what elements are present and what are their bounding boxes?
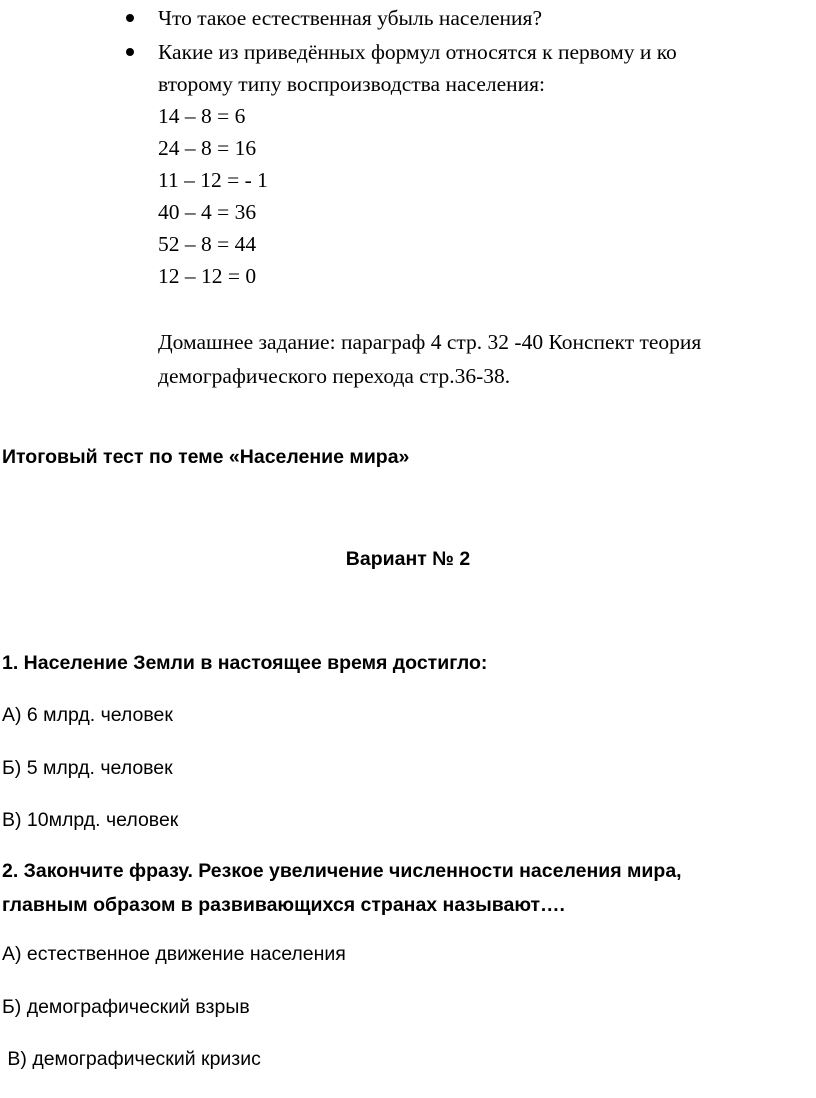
formula-line: 12 – 12 = 0 bbox=[158, 264, 257, 288]
question-2-line1: 2. Закончите фразу. Резкое увеличение численности населения мира, bbox=[2, 860, 682, 882]
list-item-text: Что такое естественная убыль населения? bbox=[158, 6, 542, 30]
answer-option: В) 10млрд. человек bbox=[2, 809, 179, 831]
formula-line: 11 – 12 = - 1 bbox=[158, 168, 268, 192]
answer-option: А) естественное движение населения bbox=[2, 943, 346, 965]
list-item-continuation: второму типу воспроизводства населения: bbox=[158, 72, 546, 96]
formula-line: 14 – 8 = 6 bbox=[158, 104, 246, 128]
formula-line: 52 – 8 = 44 bbox=[158, 232, 257, 256]
answer-option: А) 6 млрд. человек bbox=[2, 704, 173, 726]
list-item-text: Какие из приведённых формул относятся к первому и ко bbox=[158, 40, 677, 64]
answer-option: Б) 5 млрд. человек bbox=[2, 757, 173, 779]
homework-line: демографического перехода стр.36-38. bbox=[158, 364, 511, 388]
homework-line: Домашнее задание: параграф 4 стр. 32 -40 Конспект теория bbox=[158, 330, 702, 354]
variant-heading: Вариант № 2 bbox=[345, 548, 471, 570]
bullet-icon bbox=[126, 14, 134, 22]
formula-line: 40 – 4 = 36 bbox=[158, 200, 257, 224]
answer-option: Б) демографический взрыв bbox=[2, 996, 250, 1018]
question-1: 1. Население Земли в настоящее время достигло: bbox=[2, 652, 488, 674]
formula-line: 24 – 8 = 16 bbox=[158, 136, 257, 160]
answer-option: В) демографический кризис bbox=[2, 1048, 261, 1070]
bullet-icon bbox=[126, 48, 134, 56]
test-title: Итоговый тест по теме «Население мира» bbox=[2, 446, 410, 468]
question-2-line2: главным образом в развивающихся странах называют…. bbox=[2, 894, 565, 916]
